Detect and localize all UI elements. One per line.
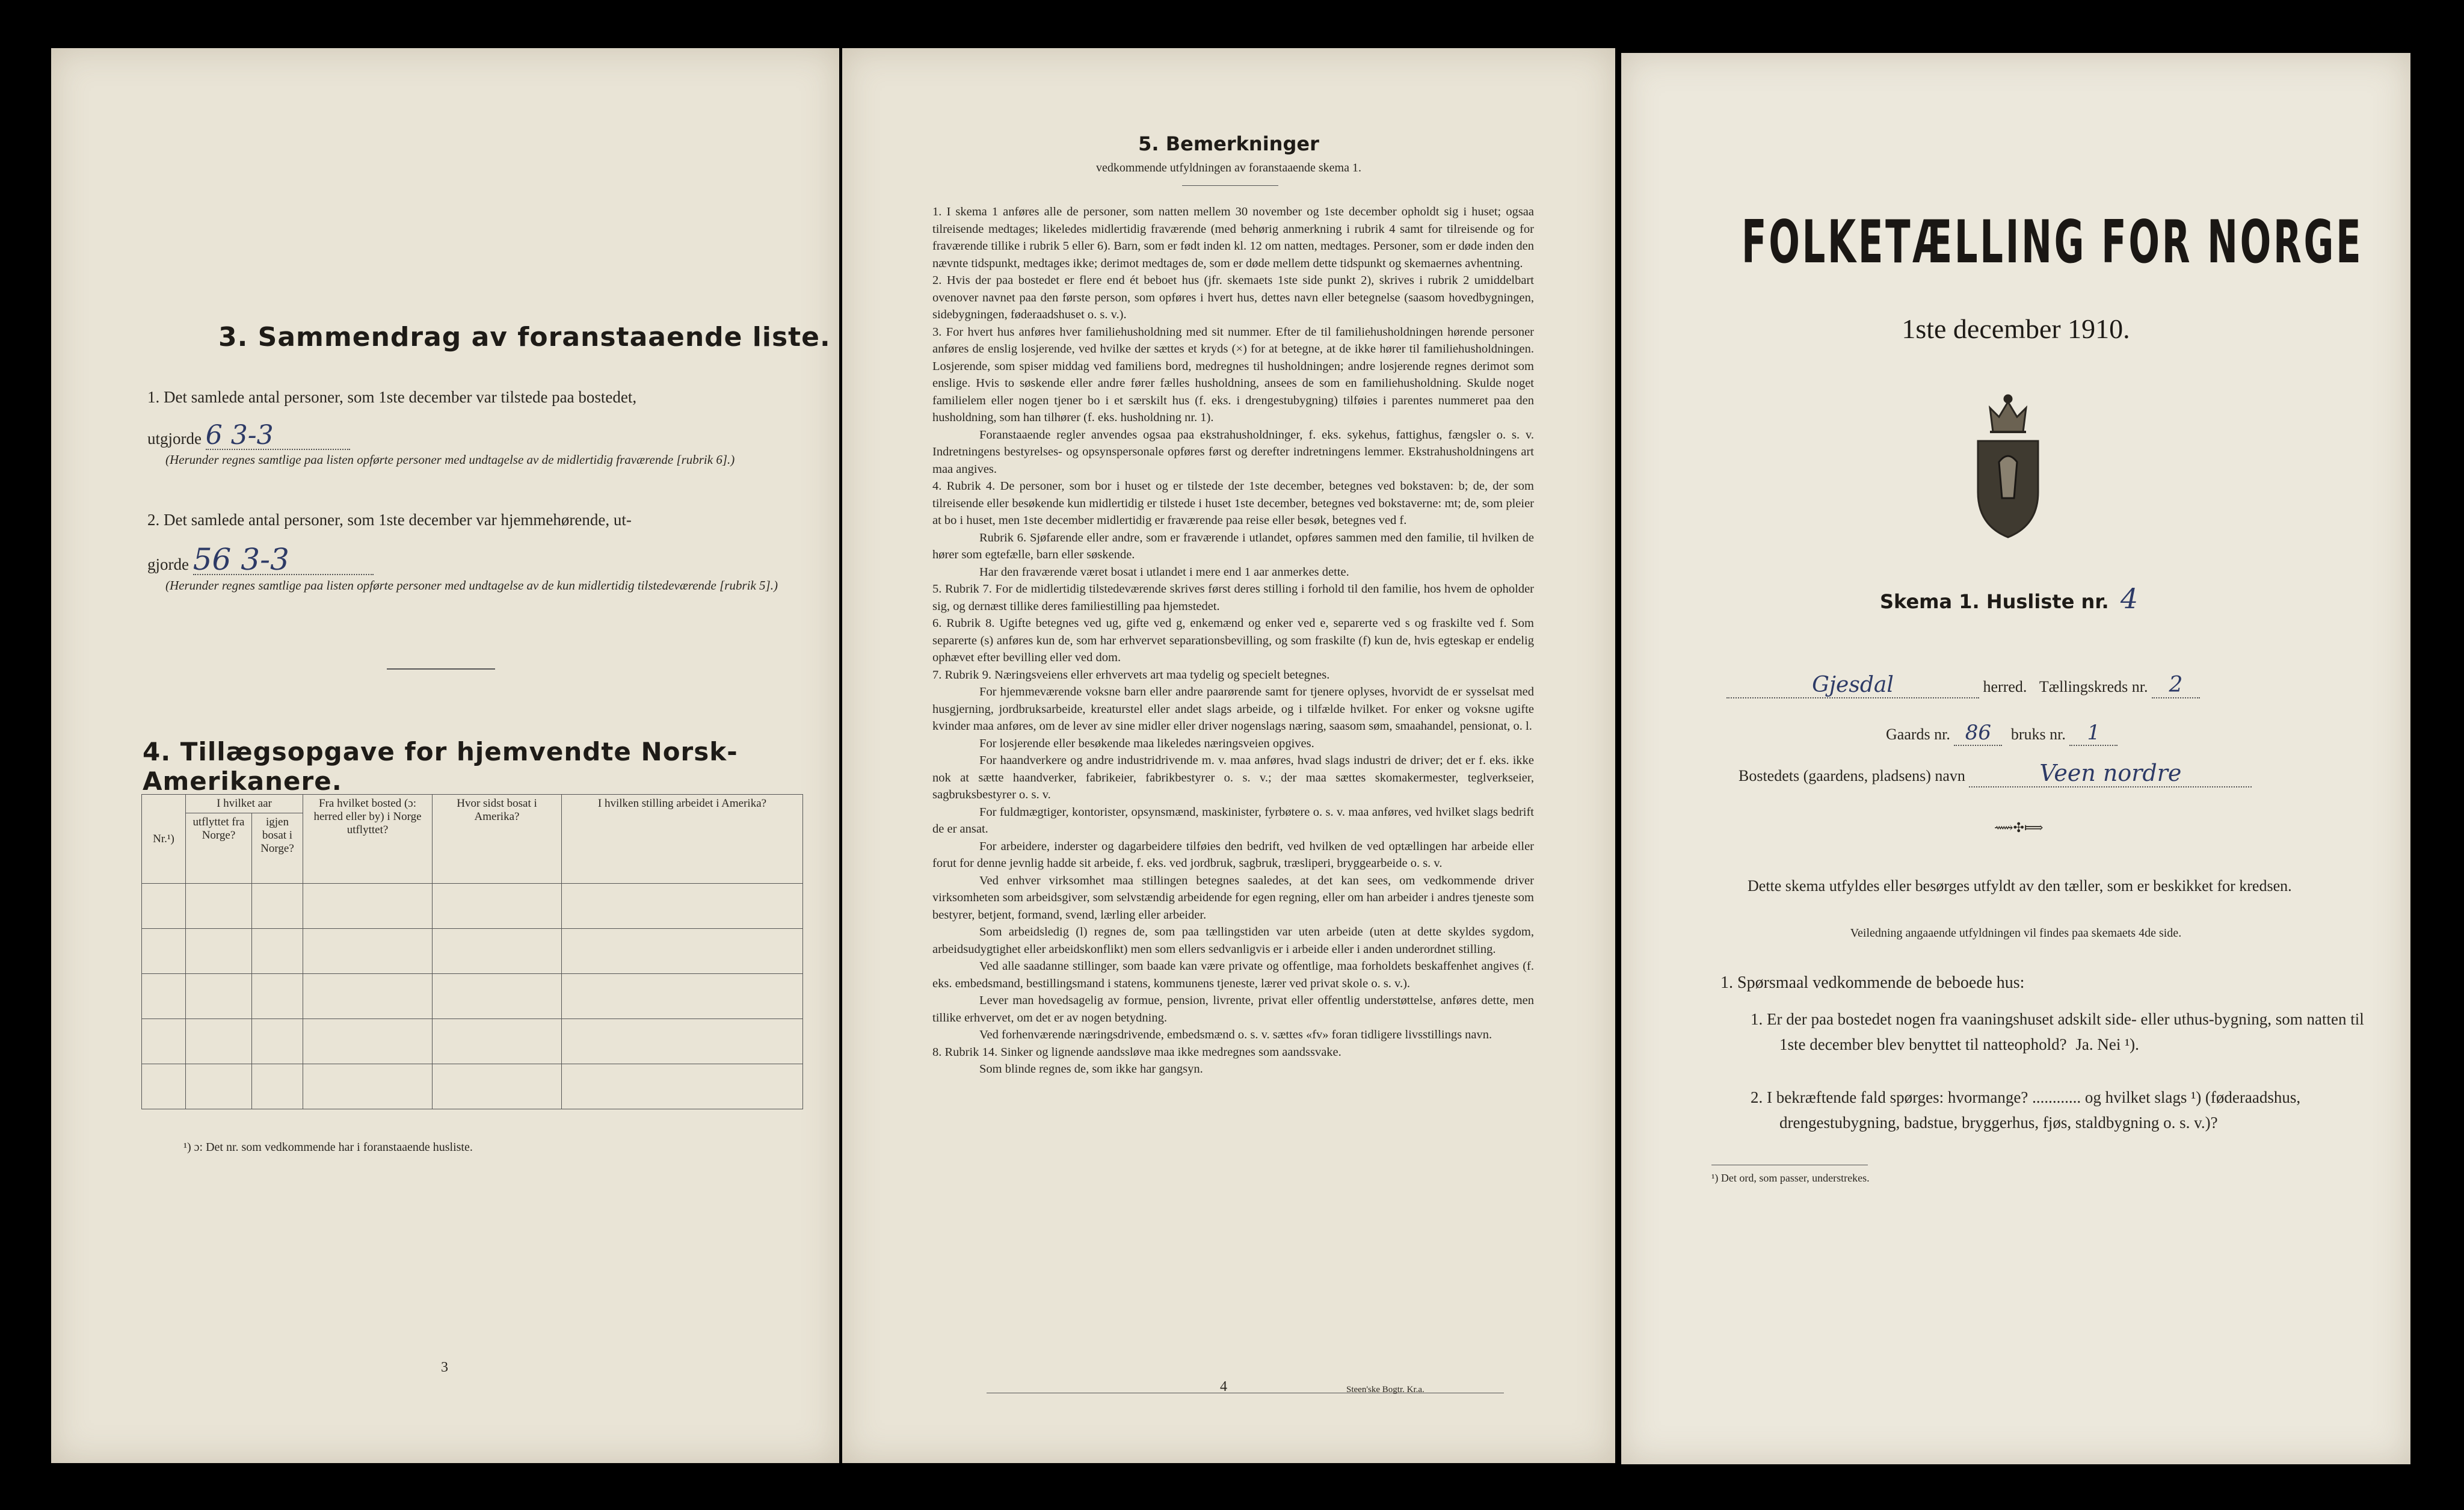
table-row — [142, 929, 803, 974]
remark-4c: Har den fraværende været bosat i utlandet i mere end 1 aar anmerkes dette. — [979, 565, 1349, 579]
herred-value: Gjesdal — [1726, 673, 1979, 698]
table-row — [142, 884, 803, 929]
footnote: ¹) Det ord, som passer, understrekes. — [1711, 1172, 1870, 1184]
table-row — [142, 974, 803, 1019]
remark-5: 5. Rubrik 7. For de midlertidig tilstedeværende skrives først deres stilling i forhold til den familie, hos hvem de opholder sig, og dernæst tillike deres familiestilling paa hjemstedet. — [932, 582, 1534, 613]
herred-line — [1726, 673, 2376, 698]
col-header-hvor: Hvor sidst bosat i Amerika? — [433, 795, 562, 884]
gaards-line — [1886, 721, 2118, 746]
remark-7e: For arbeidere, inderster og dagarbeidere tilføies den bedrift, ved hvilken de ved optællingen har arbeide eller forut for denne jevnlig hadde sit arbeide, f. eks. ved jordbruk, sagbruk, træsliperi, bryggearbeide o. s. v. — [932, 839, 1534, 870]
summary-item-2-text: 2. Det samlede antal personer, som 1ste december var hjemmehørende, ut- — [147, 511, 632, 529]
summary-item-2-prefix: gjorde — [147, 555, 189, 573]
bosted-line — [1739, 760, 2252, 787]
summary-item-2 — [147, 508, 809, 594]
gaards-value: 86 — [1954, 721, 2002, 746]
page-number: 3 — [441, 1360, 448, 1375]
coat-of-arms-icon — [1966, 390, 2050, 540]
summary-item-1-note: (Herunder regnes samtlige paa listen opførte personer med undtagelse av de midlertidig fraværende [rubrik 6].) — [165, 452, 735, 467]
remarks-subtitle: vedkommende utfyldningen av foranstaaende skema 1. — [1096, 161, 1361, 174]
remark-3b: Foranstaaende regler anvendes ogsaa paa ekstrahusholdninger, f. eks. sykehus, fattighus, fængsler o. s. v. Indretningens bestyrelses- og opsynspersonale opføres først og derefter indretningens lemmer. Ekstrahusholdningens art maa angives. — [932, 428, 1534, 476]
question-1 — [1751, 1006, 2375, 1057]
col-header-igjen: igjen bosat i Norge? — [252, 813, 303, 884]
kreds-label: Tællingskreds nr. — [2039, 678, 2148, 695]
remarks-text — [932, 203, 1534, 1078]
col-header-nr: Nr.¹) — [142, 795, 186, 884]
summary-item-2-note: (Herunder regnes samtlige paa listen opførte personer med undtagelse av de kun midlertidig tilstedeværende [rubrik 5].) — [165, 578, 778, 593]
remark-7: 7. Rubrik 9. Næringsveiens eller erhvervets art maa tydelig og specielt betegnes. — [932, 668, 1330, 682]
husliste-nr: 4 — [2120, 582, 2139, 615]
census-title: FOLKETÆLLING FOR NORGE — [1742, 208, 2364, 277]
bruks-label: bruks nr. — [2010, 726, 2066, 743]
census-date: 1ste december 1910. — [1902, 313, 2130, 344]
col-header-utflyttet: utflyttet fra Norge? — [186, 813, 252, 884]
remark-8b: Som blinde regnes de, som ikke har gangsyn. — [979, 1062, 1203, 1076]
question-1-text: 1. Er der paa bostedet nogen fra vaaningshuset adskilt side- eller uthus-bygning, som natten til 1ste december blev benyttet til natteophold? — [1751, 1010, 2364, 1053]
title-page — [1621, 53, 2410, 1464]
question-header: 1. Spørsmaal vedkommende de beboede hus: — [1720, 973, 2025, 992]
remark-4b: Rubrik 6. Sjøfarende eller andre, som er fraværende i utlandet, opføres sammen med den familie, til hvilken de hører som egtefælle, barn eller søskende. — [932, 531, 1534, 561]
divider — [1182, 185, 1278, 186]
remark-2: 2. Hvis der paa bostedet er flere end ét beboet hus (jfr. skemaets 1ste side punkt 2), skrives i rubrik 2 umiddelbart ovenover navnet paa den første person, som opføres i hvert hus, dettes navn eller betegnelse (saasom hovedbygningen, sidebygningen, føderaadshuset o. s. v.). — [932, 274, 1534, 321]
norsk-amerikanere-table — [141, 794, 803, 1109]
remark-1: 1. I skema 1 anføres alle de personer, som natten mellem 30 november og 1ste december opholdt sig i huset; ogsaa tilreisende medtages; likeledes midlertidig fraværende (med behørig anmerkning i rubrik 4 samt for tilreisende og for fraværende tillike i rubrik 5 eller 6). Barn, som er født inden kl. 12 om natten, medtages. Personer, som er døde inden den nævnte tidspunkt, medtages ikke; derimot medtages de, som er døde mellem dette tidspunkt og skemaernes avhentning. — [932, 205, 1534, 270]
col-header-stilling: I hvilken stilling arbeidet i Amerika? — [562, 795, 803, 884]
col-header-fra: Fra hvilket bosted (ɔ: herred eller by) i Norge utflyttet? — [303, 795, 433, 884]
summary-item-1-prefix: utgjorde — [147, 430, 202, 448]
remark-7h: Ved alle saadanne stillinger, som baade kan være private og offentlige, maa forholdets beskaffenhet angives (f. eks. embedsmand, bestillingsmand i statens, kommunens tjeneste, lærer ved privat skole o. s. v.). — [932, 960, 1534, 990]
question-1-answer: Ja. Nei ¹). — [2075, 1035, 2139, 1053]
page-4 — [842, 48, 1615, 1463]
bosted-value: Veen nordre — [1969, 760, 2252, 787]
remark-6: 6. Rubrik 8. Ugifte betegnes ved ug, gifte ved g, enkemænd og enker ved e, separerte ved s og fraskilte ved f. Som separerte (s) anføres kun de, som har erhvervet separationsbevilling, og som fraskilte (f) kun de, hvis egteskap er endelig ophævet efter bevilling eller ved dom. — [932, 617, 1534, 664]
ornament-icon: ⟿✣⟾ — [1994, 820, 2044, 835]
printer-mark: Steen'ske Bogtr. Kr.a. — [1346, 1385, 1424, 1394]
summary-item-2-value: 56 3-3 — [193, 545, 374, 575]
section-4-title: 4. Tillægsopgave for hjemvendte Norsk-Amerikanere. — [143, 737, 738, 796]
kreds-value: 2 — [2152, 673, 2200, 698]
remark-7b: For losjerende eller besøkende maa likeledes næringsveien opgives. — [979, 736, 1314, 750]
remark-4: 4. Rubrik 4. De personer, som bor i huset og er tilstede der 1ste december, betegnes ved bokstaven: b; de, der som tilreisende eller besøkende kun midlertidig er tilstede i huset 1ste december, betegnes ved bokstaverne: mt; de, som pleier at bo i huset, men 1ste december midlertidig er fraværende paa reise eller besøk, betegnes ved f. — [932, 479, 1534, 527]
gaards-label: Gaards nr. — [1886, 726, 1950, 743]
schema-label-text: Skema 1. Husliste nr. — [1880, 590, 2109, 613]
remark-7i: Lever man hovedsagelig av formue, pension, livrente, privat eller offentlig understøttelse, anføres dette, men tillike erhvervet, om det er av nogen betydning. — [932, 994, 1534, 1025]
instruction: Dette skema utfyldes eller besørges utfyldt av den tæller, som er beskikket for kredsen. — [1748, 877, 2292, 895]
remarks-title: 5. Bemerkninger — [1138, 132, 1319, 155]
col-header-group: I hvilket aar — [186, 795, 303, 813]
summary-item-1-value: 6 3-3 — [206, 422, 350, 450]
bruks-value: 1 — [2069, 721, 2118, 746]
summary-item-1-text: 1. Det samlede antal personer, som 1ste december var tilstede paa bostedet, — [147, 388, 637, 406]
remark-7c: For haandverkere og andre industridrivende m. v. maa anføres, hvad slags industri de driver; det er f. eks. ikke nok at sætte haandverker, fabrikeier, fabrikbestyrer o. s. v.; der maa sættes skomakermester, teglverkseier, sagbruksbestyrer o. s. v. — [932, 754, 1534, 801]
table-row — [142, 1064, 803, 1109]
remark-7d: For fuldmægtiger, kontorister, opsynsmænd, maskinister, fyrbøtere o. s. v. maa anføres, ved hvilket slags bedrift de er ansat. — [932, 805, 1534, 836]
remark-7f: Ved enhver virksomhet maa stillingen betegnes saaledes, at det kan sees, om vedkommende driver virksomheten som arbeidsgiver, som selvstændig arbeidende for egen regning, eller om han arbeider i andres tjeneste som bestyrer, betjent, formand, svend, lærling eller arbeider. — [932, 874, 1534, 922]
remark-7a: For hjemmeværende voksne barn eller andre paarørende samt for tjenere oplyses, hvorvidt de er sysselsat med husgjerning, jordbruksarbeide, kreaturstel eller andet slags arbeide, og i tilfælde hvilket. For enker og voksne ugifte kvinder maa anføres, om de lever av sine midler eller driver nogenslags næring, saasom søm, smaahandel, pensionat, o. l. — [932, 685, 1534, 733]
instruction-note: Veiledning angaaende utfyldningen vil findes paa skemaets 4de side. — [1850, 926, 2182, 940]
herred-label: herred. — [1983, 678, 2027, 695]
divider — [387, 668, 495, 670]
remark-8: 8. Rubrik 14. Sinker og lignende aandssløve maa ikke medregnes som aandssvake. — [932, 1045, 1341, 1059]
remark-7g: Som arbeidsledig (l) regnes de, som paa tællingstiden var uten arbeide (uten at dette skyldes sygdom, arbeidsudygtighet eller arbeidskonflikt) men som ellers sedvanligvis er i arbeide eller i anden underordnet stilling. — [932, 925, 1534, 956]
table-row — [142, 1019, 803, 1064]
summary-item-1 — [147, 385, 809, 469]
remark-3: 3. For hvert hus anføres hver familiehusholdning med sit nummer. Efter de til familiehusholdningen hørende personer anføres de enslig losjerende, ved hvilke der sættes et kryds (×) for at betegne, at de ikke hører til familiehusholdningen. Losjerende, som spiser middag ved familiens bord, medregnes til husholdningen; andre losjerende regnes derimot som enslige. Hvis to søskende eller andre fører fælles husholdning, ansees de som en familiehusholdning. Skulde noget familielem eller nogen tjener bo i et særskilt hus (f. eks. i drengestubygning) tilføies i parentes nummeret paa den husholdning, som han tilhører (f. eks. husholdning nr. 1). — [932, 325, 1534, 424]
remark-7j: Ved forhenværende næringsdrivende, embedsmænd o. s. v. sættes «fv» foran tidligere livsstillings navn. — [979, 1028, 1492, 1041]
schema-label — [1880, 582, 2138, 615]
bosted-label: Bostedets (gaardens, pladsens) navn — [1739, 767, 1965, 784]
page-number: 4 — [1220, 1379, 1227, 1394]
question-2: 2. I bekræftende fald spørges: hvormange? ............ og hvilket slags ¹) (føderaadshus, drengestubygning, badstue, bryggerhus, fjøs, staldbygning o. s. v.)? — [1751, 1088, 2301, 1132]
page-3 — [51, 48, 839, 1463]
table-footnote: ¹) ɔ: Det nr. som vedkommende har i foranstaaende husliste. — [183, 1141, 473, 1154]
section-3-title: 3. Sammendrag av foranstaaende liste. — [218, 322, 831, 353]
